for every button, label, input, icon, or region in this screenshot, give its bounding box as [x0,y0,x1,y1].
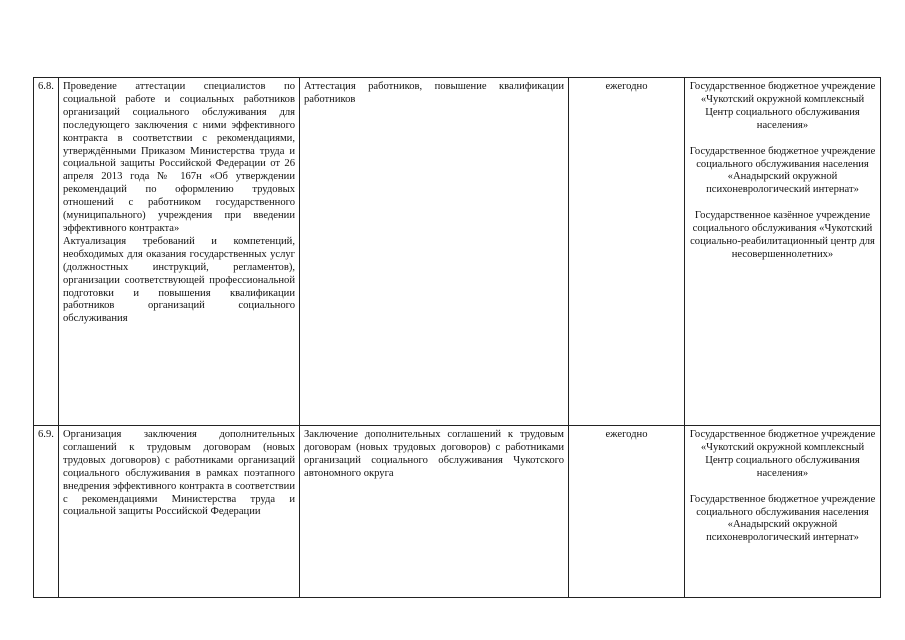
result-cell [300,78,569,426]
event-cell [59,426,300,598]
executor-name: Государственное бюджетное учреждение «Чукотский окружной комплексный Центр социального обслуживания населения» [689,81,876,131]
term-cell [569,426,685,598]
executor-cell [685,78,881,426]
term-cell [569,78,685,426]
row-number: 6.8. [38,81,54,92]
table-row [34,426,881,598]
event-paragraph: Проведение аттестации специалистов по социальной работе и социальных работников организаций социального обслуживания для последующего заключения с ними эффективного контракта в соответствии с рекомендациями, утверждёнными Приказом Министерства труда и социальной защиты Российской Федерации от 26 апреля 2013 года № 167н «Об утверждении рекомендаций по оформлению трудовых отношений с работником государственного (муниципального) учреждения при введении эффективного контракта» [63,81,295,234]
executor-name: Государственное бюджетное учреждение «Чукотский окружной комплексный Центр социального обслуживания населения» [689,429,876,479]
table-row [34,78,881,426]
row-number: 6.9. [38,429,54,440]
measures-table [33,77,881,598]
result-cell [300,426,569,598]
event-cell [59,78,300,426]
event-paragraph: Организация заключения дополнительных соглашений к трудовым договорам (новых трудовых договоров) с работниками организаций социального обслуживания в рамках поэтапного внедрения эффективного контракта в соответствии с рекомендациями Министерства труда и социальной защиты Российской Федерации [63,429,295,518]
executor-name: Государственное бюджетное учреждение социального обслуживания населения «Анадырский окружной психоневрологический интернат» [689,145,876,196]
event-paragraph: Актуализация требований и компетенций, необходимых для оказания государственных услуг (должностных инструкций, регламентов), организации соответствующей профессиональной подготовки и повышения квалификации работников организаций социального обслуживания [63,235,295,325]
result-text: Аттестация работников, повышение квалификации работников [304,81,564,105]
term-text: ежегодно [605,429,648,440]
row-number-cell [34,78,59,426]
term-text: ежегодно [605,81,648,92]
executor-cell [685,426,881,598]
executor-name: Государственное казённое учреждение социального обслуживания «Чукотский социально-реабилитационный центр для несовершеннолетних» [690,210,875,260]
row-number-cell [34,426,59,598]
executor-name: Государственное бюджетное учреждение социального обслуживания населения «Анадырский окружной психоневрологический интернат» [689,493,876,544]
result-text: Заключение дополнительных соглашений к трудовым договорам (новых трудовых договоров) с работниками организаций социального обслуживания Чукотского автономного округа [304,429,564,479]
